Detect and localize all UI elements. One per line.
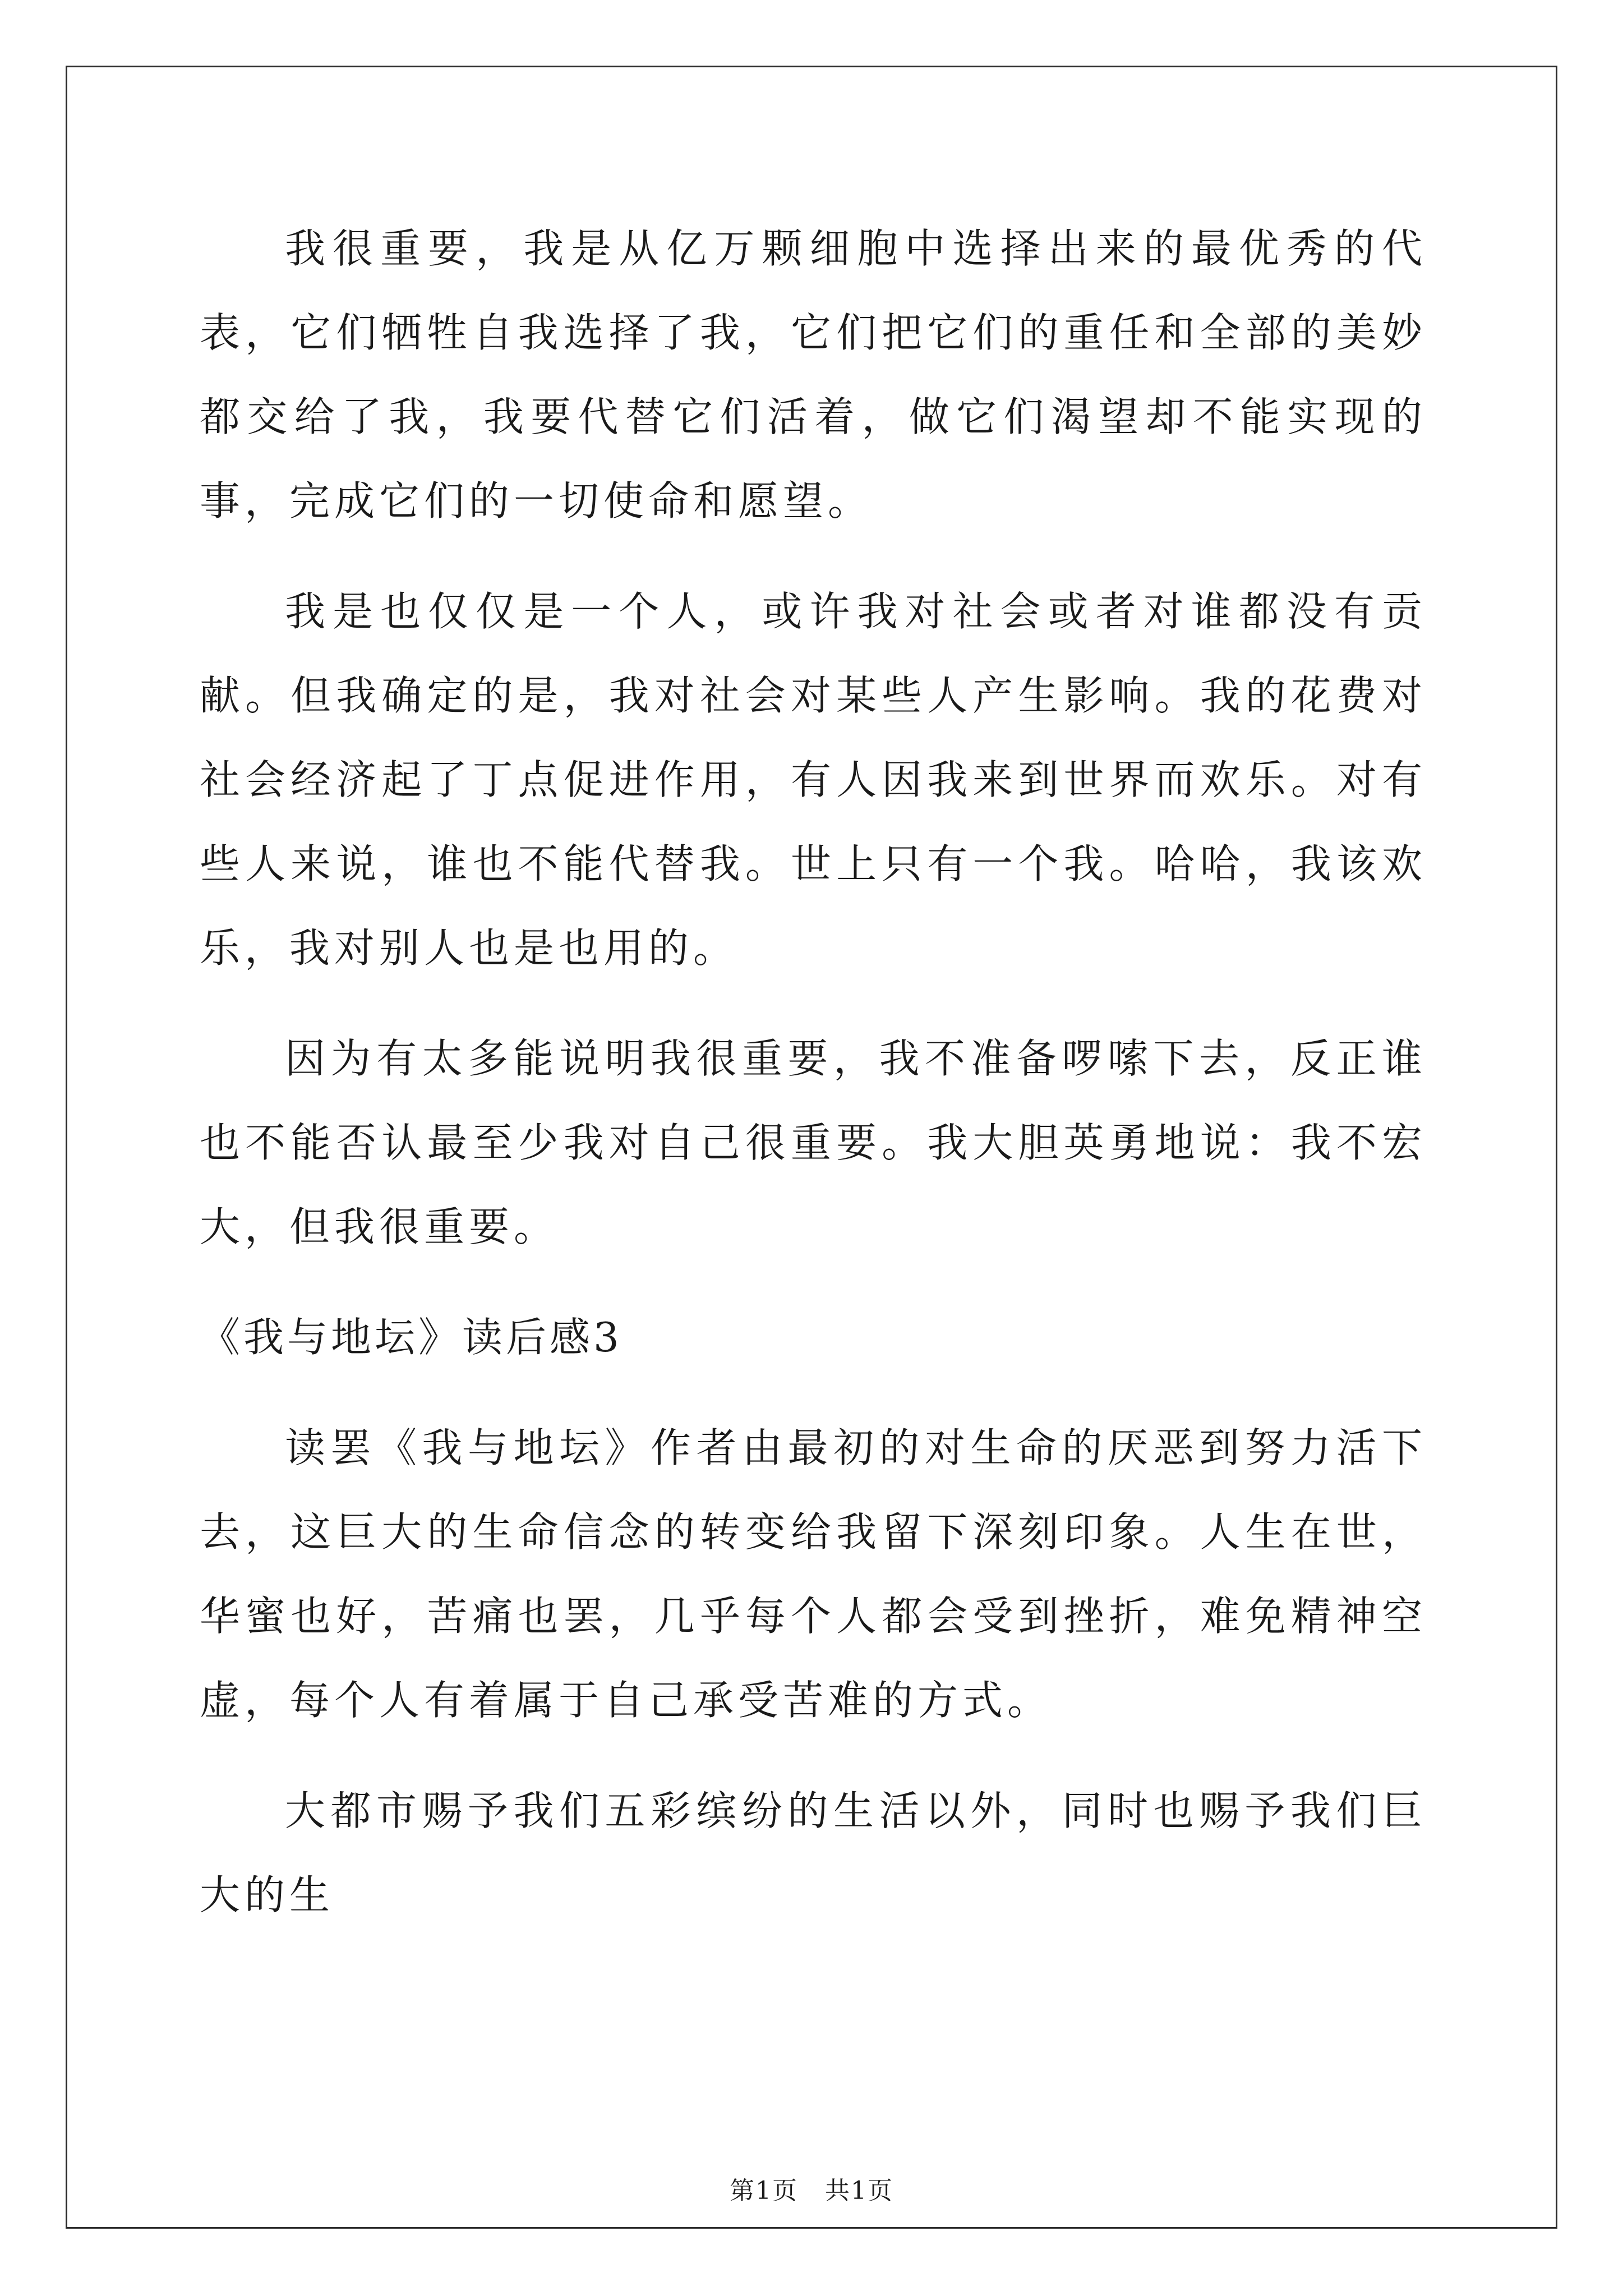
page-total: 共1页 <box>825 2177 893 2205</box>
section-heading: 《我与地坛》读后感3 <box>200 1314 623 1361</box>
paragraph-5: 大都市赐予我们五彩缤纷的生活以外，同时也赐予我们巨大的生 <box>200 1787 1427 1918</box>
paragraph-2: 我是也仅仅是一个人，或许我对社会或者对谁都没有贡献。但我确定的是，我对社会对某些人产生影响。我的花费对社会经济起了丁点促进作用，有人因我来到世界而欢乐。对有些人来说，谁也不能代替我。世上只有一个我。哈哈，我该欢乐，我对别人也是也用的。 <box>200 588 1427 972</box>
paragraph-1: 我很重要，我是从亿万颗细胞中选择出来的最优秀的代表，它们牺牲自我选择了我，它们把它们的重任和全部的美妙都交给了我，我要代替它们活着，做它们渴望却不能实现的事，完成它们的一切使命和愿望。 <box>200 225 1427 524</box>
page-number: 第1页 <box>730 2177 798 2205</box>
document-body <box>200 206 1427 1963</box>
page-footer <box>0 2174 1623 2208</box>
paragraph-3: 因为有太多能说明我很重要，我不准备啰嗦下去，反正谁也不能否认最至少我对自己很重要。我大胆英勇地说：我不宏大，但我很重要。 <box>200 1035 1427 1250</box>
paragraph-4: 读罢《我与地坛》作者由最初的对生命的厌恶到努力活下去，这巨大的生命信念的转变给我留下深刻印象。人生在世，华蜜也好，苦痛也罢，几乎每个人都会受到挫折，难免精神空虚，每个人有着属于自己承受苦难的方式。 <box>200 1424 1427 1724</box>
